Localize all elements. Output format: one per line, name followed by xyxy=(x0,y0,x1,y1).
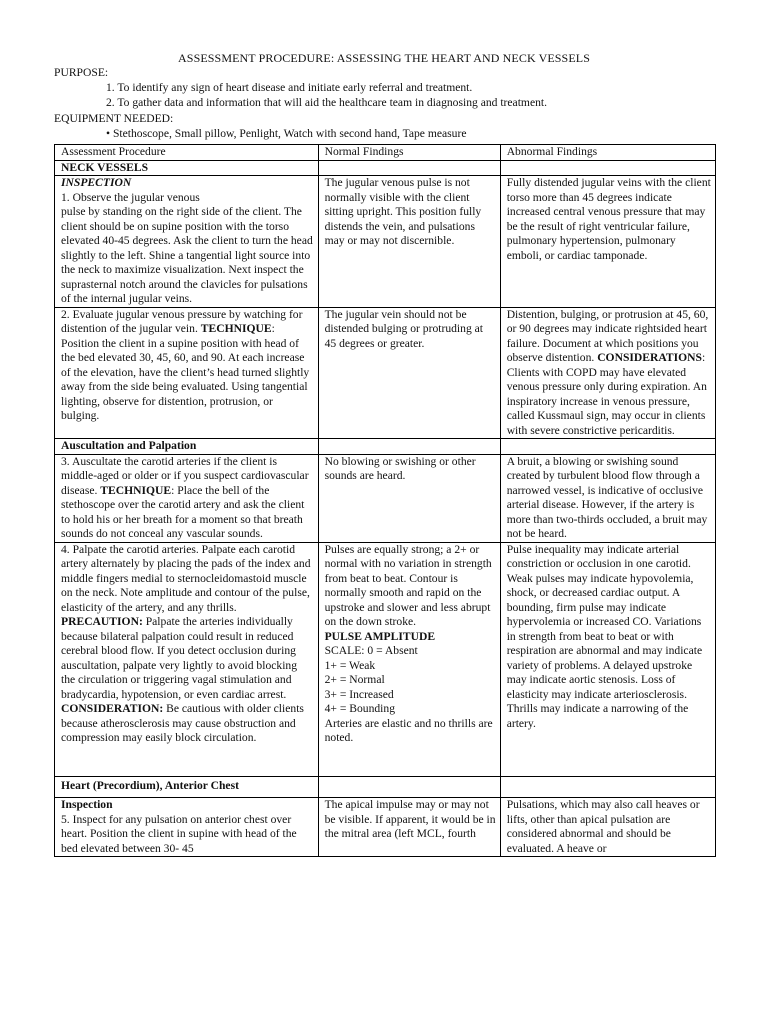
abnormal-findings-text: Pulsations, which may also call heaves or lifts, other than apical pulsation are considered abnormal and should be evaluated. A heave or xyxy=(506,798,700,855)
normal-findings-text: The jugular venous pulse is not normally visible with the client sitting upright. This position fully distends the vein, and pulsations may or may not discernible. xyxy=(324,176,482,247)
empty-cell xyxy=(500,776,715,798)
empty-cell xyxy=(318,160,500,176)
scale-item: 2+ = Normal xyxy=(324,673,385,686)
keyword-considerations: CONSIDERATIONS xyxy=(597,351,702,364)
procedure-text: : Position the client in a supine position with head of the bed elevated 30, 45, 60, and 90. At each increase of the elevation, have the client’s head turned slightly away from the side being evaluated. Using tangential lighting, observe for distention, protrusion, or bulging. xyxy=(61,322,310,422)
normal-findings-text: No blowing or swishing or other sounds are heard. xyxy=(324,454,476,482)
procedure-cell xyxy=(55,542,319,776)
procedure-cell xyxy=(55,176,319,308)
equipment-list: • Stethoscope, Small pillow, Penlight, Watch with second hand, Tape measure xyxy=(106,127,467,140)
abnormal-findings-text: Distention, bulging, or protrusion at 45, 60, or 90 degrees may indicate rightsided heart failure. Document at which positions you observe distention. xyxy=(506,307,709,364)
procedure-text: Palpate the arteries individually because bilateral palpation could result in reduced cerebral blood flow. If you detect occlusion during auscultation, palpate very lightly to avoid blocking the circulation or triggering vagal stimulation and bradycardia, hypotension, or even cardiac arrest. xyxy=(61,615,298,701)
table-row xyxy=(55,798,716,857)
section-heading-heart: Heart (Precordium), Anterior Chest xyxy=(55,776,319,798)
scale-item: 4+ = Bounding xyxy=(324,702,395,715)
header-cell: Normal Findings xyxy=(318,145,500,161)
procedure-text: Be cautious with older clients because atherosclerosis may cause obstruction and compression may easily block circulation. xyxy=(61,702,304,744)
assessment-table xyxy=(54,144,716,857)
scale-item: SCALE: 0 = Absent xyxy=(324,644,418,657)
normal-findings-text: Pulses are equally strong; a 2+ or normal with no variation in strength from beat to beat. Contour is normally smooth and rapid on the upstroke and slower and less abrupt on the down stroke. xyxy=(324,542,492,628)
abnormal-findings-cell xyxy=(500,307,715,439)
table-row xyxy=(55,307,716,439)
procedure-text: 5. Inspect for any pulsation on anterior chest over heart. Position the client in supine with head of the bed elevated between 30- 45 xyxy=(61,812,297,855)
normal-findings-cell xyxy=(318,307,500,439)
section-heading-neck-vessels: NECK VESSELS xyxy=(55,160,319,176)
procedure-cell xyxy=(55,307,319,439)
table-row xyxy=(55,542,716,776)
header-cell: Assessment Procedure xyxy=(55,145,319,161)
table-row xyxy=(55,454,716,542)
scale-item: 1+ = Weak xyxy=(324,658,376,672)
procedure-text: : Place the bell of the stethoscope over the carotid artery and ask the client to hold his or her breath for a moment so that breath sounds do not conceal any vascular sounds. xyxy=(61,483,305,540)
subheading-inspection: Inspection xyxy=(61,798,113,811)
scale-item: 3+ = Increased xyxy=(324,687,394,701)
abnormal-findings-text: Pulse inequality may indicate arterial constriction or occlusion in one carotid. Weak pulses may indicate hypovolemia, shock, or decreased cardiac output. A bounding, firm pulse may indicate hypervolemia or increased CO. Variations in strength from beat to beat or with respiration are abnormal and may indicate variety of problems. A delayed upstroke may indicate aortic stenosis. Loss of elasticity may indicate arteriosclerosis. Thrills may indicate a narrowing of the artery. xyxy=(506,542,703,730)
purpose-item: 2. To gather data and information that will aid the healthcare team in diagnosing and treatment. xyxy=(106,96,548,109)
empty-cell xyxy=(318,439,500,455)
section-heading-auscultation: Auscultation and Palpation xyxy=(55,439,319,455)
abnormal-findings-cell xyxy=(500,542,715,776)
page-title: ASSESSMENT PROCEDURE: ASSESSING THE HEART AND NECK VESSELS xyxy=(178,51,590,65)
abnormal-findings-text: Fully distended jugular veins with the client torso more than 45 degrees indicate increased central venous pressure that may be the result of right ventricular failure, pulmonary hypertension, pulmonary emboli, or cardiac tamponade. xyxy=(506,176,711,262)
normal-findings-text: The jugular vein should not be distended bulging or protruding at 45 degrees or greater. xyxy=(324,307,484,350)
abnormal-findings-cell xyxy=(500,176,715,308)
section-row xyxy=(55,160,716,176)
abnormal-findings-cell xyxy=(500,798,715,857)
section-row xyxy=(55,439,716,455)
header-cell: Abnormal Findings xyxy=(500,145,715,161)
normal-findings-cell xyxy=(318,176,500,308)
purpose-item: 1. To identify any sign of heart disease and initiate early referral and treatment. xyxy=(106,81,473,94)
keyword-consideration: CONSIDERATION: xyxy=(61,702,164,715)
procedure-cell xyxy=(55,798,319,857)
procedure-text: 2. Evaluate jugular venous pressure by watching for distention of the jugular vein. xyxy=(61,307,303,335)
normal-findings-cell xyxy=(318,542,500,776)
empty-cell xyxy=(500,160,715,176)
abnormal-findings-cell xyxy=(500,454,715,542)
normal-findings-cell xyxy=(318,454,500,542)
normal-findings-text: The apical impulse may or may not be visible. If apparent, it would be in the mitral area (left MCL, fourth xyxy=(324,798,496,840)
normal-findings-cell xyxy=(318,798,500,857)
procedure-text: 4. Palpate the carotid arteries. Palpate each carotid artery alternately by placing the pads of the index and middle fingers medial to sternocleidomastoid muscle on the neck. Note amplitude and contour of the pulse, elasticity of the artery, and any thrills. xyxy=(61,542,311,614)
keyword-technique: TECHNIQUE xyxy=(100,483,172,497)
procedure-cell xyxy=(55,454,319,542)
subheading-inspection: INSPECTION xyxy=(61,176,132,189)
abnormal-findings-text: A bruit, a blowing or swishing sound created by turbulent blood flow through a narrowed vessel, is indicative of occlusive arterial disease. However, if the artery is more than two-thirds occluded, a bruit may not be heard. xyxy=(506,454,708,540)
section-row xyxy=(55,776,716,798)
empty-cell xyxy=(318,776,500,798)
empty-cell xyxy=(500,439,715,455)
normal-findings-text: Arteries are elastic and no thrills are noted. xyxy=(324,716,493,744)
keyword-precaution: PRECAUTION: xyxy=(61,615,143,628)
keyword-pulse-amplitude: PULSE AMPLITUDE xyxy=(324,629,436,643)
table-row xyxy=(55,176,716,308)
purpose-label: PURPOSE: xyxy=(54,66,109,79)
equipment-label: EQUIPMENT NEEDED: xyxy=(54,112,174,125)
procedure-text: 1. Observe the jugular venous pulse by standing on the right side of the client. The client should be on supine position with the torso elevated 40-45 degrees. Ask the client to turn the head slightly to the left. Shine a tangential light source into the neck to maximize visualization. Next inspect the suprasternal notch around the clavicles for pulsations of the internal jugular veins. xyxy=(61,190,313,305)
table-header-row xyxy=(55,145,716,161)
abnormal-findings-text: : Clients with COPD may have elevated venous pressure only during expiration. An inspiratory increase in venous pressure, called Kussmaul sign, may occur in clients with severe constrictive pericarditis. xyxy=(506,351,707,437)
keyword-technique: TECHNIQUE xyxy=(200,322,272,335)
procedure-text: 3. Auscultate the carotid arteries if the client is middle-aged or older or if you suspect cardiovascular disease. xyxy=(61,454,309,497)
